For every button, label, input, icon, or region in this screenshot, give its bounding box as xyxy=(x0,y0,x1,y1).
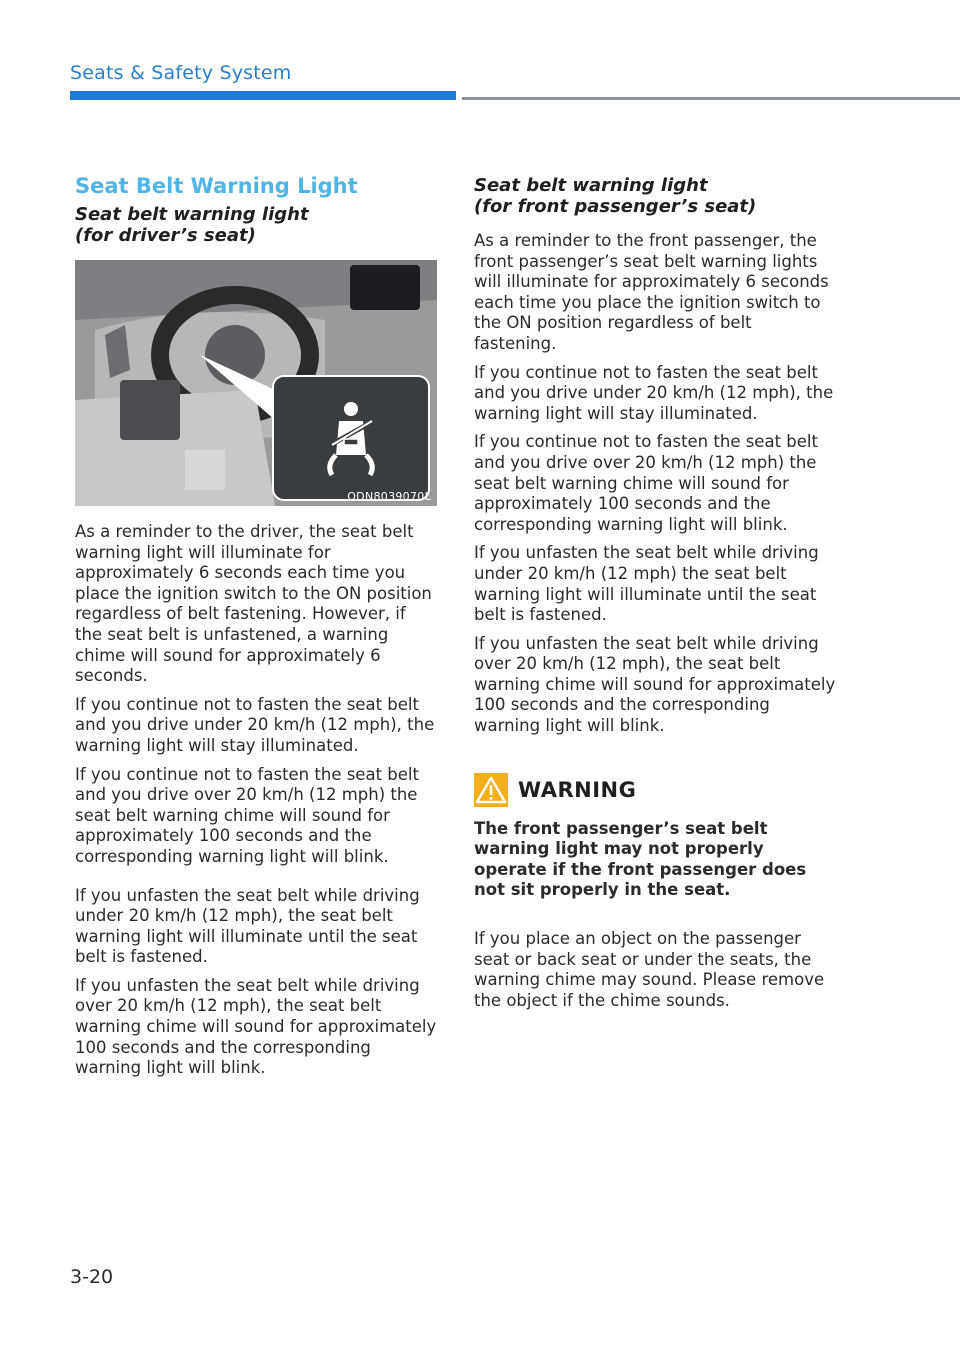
driver-paragraph-4: If you unfasten the seat belt while driving under 20 km/h (12 mph), the seat belt warning light will illuminate until the seat belt is fastened. xyxy=(75,885,420,967)
exclamation-triangle-icon xyxy=(474,773,508,807)
passenger-paragraph-1: As a reminder to the front passenger, the front passenger’s seat belt warning lights will illuminate for approximately 6 seconds each time you place the ignition switch to the ON position regardless of belt fastening. xyxy=(474,231,829,353)
driver-subtitle-line2: (for driver’s seat) xyxy=(75,225,256,246)
passenger-paragraph-5: If you unfasten the seat belt while driving over 20 km/h (12 mph), the seat belt warning chime will sound for approximately 100 seconds and the corresponding warning light will blink. xyxy=(474,633,836,736)
page-header-title: Seats & Safety System xyxy=(70,62,292,84)
warning-note: If you place an object on the passenger seat or back seat or under the seats, the warning chime may sound. Please remove the object if the chime sounds. xyxy=(474,929,825,1010)
driver-paragraph-1: As a reminder to the driver, the seat belt warning light will illuminate for approximately 6 seconds each time you place the ignition switch to the ON position regardless of belt fastening. However, if the seat belt is unfastened, a warning chime will sound for approximately 6 seconds. xyxy=(75,522,432,686)
passenger-paragraph-4: If you unfasten the seat belt while driving under 20 km/h (12 mph) the seat belt warning light will illuminate until the seat belt is fastened. xyxy=(474,543,819,625)
warning-label: WARNING xyxy=(518,777,637,802)
header-rule-gray xyxy=(462,97,960,100)
figure-code: ODN8039070L xyxy=(347,490,431,503)
driver-paragraph-2: If you continue not to fasten the seat belt and you drive under 20 km/h (12 mph), the warning light will stay illuminated. xyxy=(75,694,435,755)
warning-heading xyxy=(474,773,836,807)
dashboard-illustration xyxy=(75,260,437,506)
section-title: Seat Belt Warning Light xyxy=(75,174,358,198)
warning-bold-text: The front passenger’s seat belt warning light may not properly operate if the front passenger does not sit properly in the seat. xyxy=(474,818,807,900)
passenger-subtitle-line1: Seat belt warning light xyxy=(474,175,708,196)
passenger-subtitle xyxy=(474,175,836,217)
header-rule-blue xyxy=(70,91,456,100)
driver-paragraph-5: If you unfasten the seat belt while driving over 20 km/h (12 mph), the seat belt warning chime will sound for approximately 100 seconds and the corresponding warning light will blink. xyxy=(75,975,437,1078)
passenger-paragraph-2: If you continue not to fasten the seat belt and you drive under 20 km/h (12 mph), the warning light will stay illuminated. xyxy=(474,362,834,423)
driver-paragraph-3: If you continue not to fasten the seat belt and you drive over 20 km/h (12 mph) the seat belt warning chime will sound for approximately 100 seconds and the corresponding warning light will blink. xyxy=(75,764,419,866)
right-column xyxy=(474,175,836,1019)
passenger-paragraph-3: If you continue not to fasten the seat belt and you drive over 20 km/h (12 mph) the seat belt warning chime will sound for approximately 100 seconds and the corresponding warning light will blink. xyxy=(474,432,818,534)
driver-subtitle-line1: Seat belt warning light xyxy=(75,204,309,225)
seat-belt-warning-icon xyxy=(274,377,428,499)
left-column xyxy=(75,172,437,1087)
passenger-subtitle-line2: (for front passenger’s seat) xyxy=(474,196,757,217)
driver-subtitle xyxy=(75,204,437,246)
seat-belt-indicator-callout xyxy=(272,375,430,501)
page-number: 3-20 xyxy=(70,1266,114,1288)
